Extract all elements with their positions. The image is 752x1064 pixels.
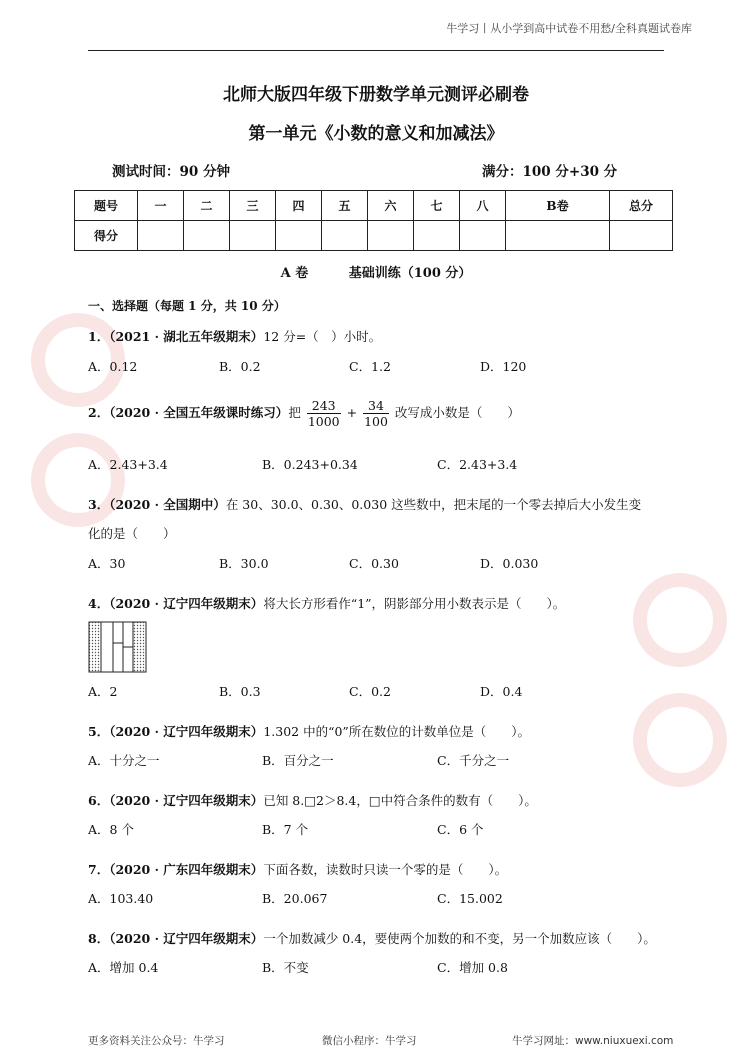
- question-source: （2020 · 广东四年级期末）: [109, 862, 264, 877]
- question-text: 1.302 中的“0”所在数位的计数单位是（ ）。: [263, 724, 531, 739]
- score-header-cell: 七: [414, 191, 460, 221]
- score-cell: [184, 221, 230, 251]
- plus-sign: +: [346, 405, 358, 420]
- score-header-cell: 总分: [610, 191, 673, 221]
- option-a: A．0.12: [88, 359, 138, 374]
- score-table-score-row: [75, 221, 673, 251]
- option-d: D．120: [480, 359, 527, 374]
- score-cell: [460, 221, 506, 251]
- page-header: 牛学习丨从小学到高中试卷不用愁/全科真题试卷库: [446, 22, 692, 35]
- option-c: C．增加 0.8: [437, 960, 508, 975]
- question-number: 8．: [88, 931, 110, 946]
- option-b: B．0.243+0.34: [262, 457, 358, 472]
- score-cell: [322, 221, 368, 251]
- doc-title: 北师大版四年级下册数学单元测评必刷卷: [223, 85, 529, 105]
- question-3-continued: 化的是（ ）: [88, 526, 176, 541]
- fraction-denominator: 1000: [307, 414, 340, 429]
- option-a: A．8 个: [88, 822, 134, 837]
- footer-right: 牛学习网址：www.niuxuexi.com: [512, 1035, 674, 1047]
- score-header-cell: 五: [322, 191, 368, 221]
- score-header-cell: 一: [138, 191, 184, 221]
- score-table-header-row: [75, 191, 673, 221]
- option-c: C．6 个: [437, 822, 484, 837]
- score-row-label: 得分: [75, 221, 138, 251]
- fraction: [307, 398, 341, 429]
- section-name: A 卷: [280, 266, 309, 281]
- fraction-numerator: 243: [307, 398, 341, 414]
- score-header-cell: 四: [276, 191, 322, 221]
- fraction-denominator: 100: [364, 414, 388, 429]
- question-text: 12 分=（ ）小时。: [263, 329, 382, 344]
- question-text: 已知 8.□2＞8.4，□中符合条件的数有（ ）。: [263, 793, 537, 808]
- option-a: A．2.43+3.4: [88, 457, 168, 472]
- full-score: 满分：100 分+30 分: [482, 164, 618, 180]
- rectangle-figure: [88, 621, 148, 677]
- question-source: （2020 · 辽宁四年级期末）: [109, 793, 264, 808]
- option-c: C．0.2: [349, 684, 391, 699]
- question-text: 将大长方形看作“1”，阴影部分用小数表示是（ ）。: [263, 596, 566, 611]
- section-heading: [0, 262, 752, 281]
- option-b: B．百分之一: [262, 753, 334, 768]
- score-cell: [276, 221, 322, 251]
- option-c: C．2.43+3.4: [437, 457, 518, 472]
- option-c: C．千分之一: [437, 753, 510, 768]
- option-a: A．103.40: [88, 891, 154, 906]
- question-text: 把: [288, 405, 301, 420]
- question-source: （2020 · 全国五年级课时练习）: [109, 405, 289, 420]
- option-c: C．15.002: [437, 891, 503, 906]
- question-number: 2．: [88, 405, 110, 420]
- question-3: [88, 495, 641, 513]
- score-cell: [506, 221, 610, 251]
- question-source: （2021 · 湖北五年级期末）: [109, 329, 264, 344]
- question-number: 7．: [88, 862, 110, 877]
- header-rule: [88, 50, 664, 51]
- question-source: （2020 · 辽宁四年级期末）: [109, 931, 264, 946]
- option-c: C．1.2: [349, 359, 391, 374]
- fraction: [363, 398, 389, 429]
- score-header-cell: 六: [368, 191, 414, 221]
- score-cell: [414, 221, 460, 251]
- question-number: 4．: [88, 596, 110, 611]
- score-cell: [368, 221, 414, 251]
- option-b: B．不变: [262, 960, 309, 975]
- part-heading: 一、选择题（每题 1 分，共 10 分）: [88, 299, 286, 313]
- option-b: B．7 个: [262, 822, 309, 837]
- question-4: [88, 594, 565, 612]
- question-number: 5．: [88, 724, 110, 739]
- option-c: C．0.30: [349, 556, 399, 571]
- question-2: [88, 398, 520, 429]
- score-cell: [138, 221, 184, 251]
- score-header-cell: 三: [230, 191, 276, 221]
- option-b: B．30.0: [219, 556, 269, 571]
- question-source: （2020 · 辽宁四年级期末）: [109, 724, 264, 739]
- score-header-cell: 题号: [75, 191, 138, 221]
- option-a: A．增加 0.4: [88, 960, 159, 975]
- score-cell: [230, 221, 276, 251]
- option-b: B．0.2: [219, 359, 261, 374]
- question-text: 下面各数，读数时只读一个零的是（ ）。: [263, 862, 508, 877]
- question-1: [88, 327, 381, 345]
- option-a: A．30: [88, 556, 126, 571]
- doc-subtitle: 第一单元《小数的意义和加减法》: [248, 124, 504, 144]
- question-source: （2020 · 全国期中）: [109, 497, 226, 512]
- question-source: （2020 · 辽宁四年级期末）: [109, 596, 264, 611]
- question-7: [88, 860, 507, 878]
- score-header-cell: 二: [184, 191, 230, 221]
- footer-left: 更多资料关注公众号：牛学习: [88, 1035, 225, 1047]
- watermark-logo: [620, 560, 740, 804]
- option-b: B．0.3: [219, 684, 261, 699]
- section-subtitle: 基础训练（100 分）: [348, 266, 472, 281]
- option-b: B．20.067: [262, 891, 328, 906]
- question-text: 改写成小数是（ ）: [394, 405, 520, 420]
- option-d: D．0.4: [480, 684, 523, 699]
- score-cell: [610, 221, 673, 251]
- test-time: 测试时间：90 分钟: [112, 164, 230, 180]
- fraction-numerator: 34: [363, 398, 389, 414]
- footer-mid: 微信小程序：牛学习: [322, 1035, 417, 1047]
- question-number: 6．: [88, 793, 110, 808]
- option-d: D．0.030: [480, 556, 539, 571]
- question-number: 1．: [88, 329, 110, 344]
- question-8: [88, 929, 656, 947]
- score-header-cell: B卷: [506, 191, 610, 221]
- question-text: 一个加数减少 0.4，要使两个加数的和不变，另一个加数应该（ ）。: [263, 931, 656, 946]
- question-5: [88, 722, 530, 740]
- option-a: A．2: [88, 684, 118, 699]
- question-text: 在 30、30.0、0.30、0.030 这些数中，把末尾的一个零去掉后大小发生变: [225, 497, 642, 512]
- question-number: 3．: [88, 497, 110, 512]
- score-header-cell: 八: [460, 191, 506, 221]
- score-table: [74, 190, 673, 251]
- option-a: A．十分之一: [88, 753, 160, 768]
- question-6: [88, 791, 537, 809]
